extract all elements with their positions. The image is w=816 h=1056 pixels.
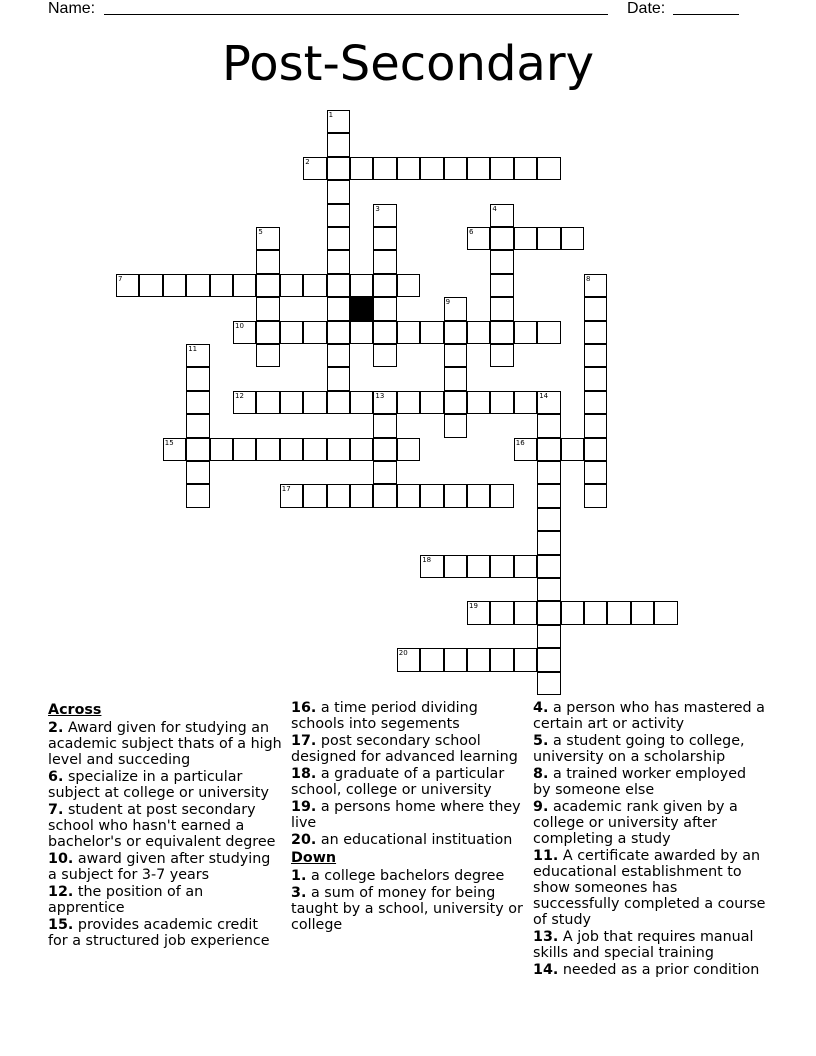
crossword-cell[interactable] — [490, 484, 513, 507]
crossword-cell[interactable] — [327, 204, 350, 227]
crossword-cell[interactable] — [584, 297, 607, 320]
clue-item-text: a college bachelors degree — [310, 868, 505, 884]
clue-item-number: 14. — [533, 962, 559, 978]
clue-item — [533, 733, 767, 765]
crossword-cell[interactable] — [584, 414, 607, 437]
clue-item-number: 9. — [533, 799, 549, 815]
crossword-cell[interactable] — [420, 157, 443, 180]
crossword-cell[interactable] — [327, 484, 350, 507]
clue-item-text: a person who has mastered a certain art or activity — [533, 700, 765, 732]
crossword-cell[interactable] — [256, 321, 279, 344]
clue-item-text: a trained worker employed by someone else — [533, 766, 747, 798]
clue-item — [533, 799, 767, 847]
crossword-cell[interactable] — [537, 508, 560, 531]
clue-item-text: a student going to college, university on a scholarship — [533, 733, 745, 765]
clue-item-number: 15. — [48, 917, 74, 933]
crossword-cell[interactable] — [373, 414, 396, 437]
crossword-cell[interactable] — [537, 578, 560, 601]
crossword-cell[interactable] — [444, 321, 467, 344]
crossword-cell[interactable] — [327, 133, 350, 156]
crossword-cell[interactable] — [584, 367, 607, 390]
crossword-cell[interactable] — [537, 321, 560, 344]
clue-item — [291, 766, 525, 798]
crossword-cell[interactable] — [327, 227, 350, 250]
clue-item — [48, 851, 282, 883]
crossword-cell[interactable] — [256, 344, 279, 367]
clue-item — [291, 700, 525, 732]
crossword-cell[interactable] — [537, 157, 560, 180]
crossword-cell[interactable] — [537, 227, 560, 250]
crossword-cell[interactable] — [373, 321, 396, 344]
crossword-cell[interactable] — [327, 180, 350, 203]
clue-item-text: academic rank given by a college or university after completing a study — [533, 799, 738, 847]
crossword-cell[interactable] — [537, 438, 560, 461]
crossword-cell[interactable] — [397, 274, 420, 297]
crossword-cell[interactable] — [397, 391, 420, 414]
clue-item — [291, 799, 525, 831]
crossword-cell[interactable] — [303, 391, 326, 414]
clue-number-20: 20 — [398, 649, 408, 658]
crossword-cell[interactable] — [256, 438, 279, 461]
crossword-cell[interactable] — [490, 321, 513, 344]
clue-number-17: 17 — [281, 485, 291, 494]
clue-item-number: 2. — [48, 720, 64, 736]
crossword-cell[interactable] — [490, 344, 513, 367]
crossword-cell[interactable] — [233, 274, 256, 297]
crossword-cell[interactable] — [256, 297, 279, 320]
clue-number-7: 7 — [118, 274, 123, 283]
crossword-cell[interactable] — [210, 274, 233, 297]
crossword-cell[interactable] — [303, 438, 326, 461]
crossword-cell[interactable] — [327, 321, 350, 344]
clue-number-2: 2 — [305, 157, 310, 166]
crossword-cell[interactable] — [584, 438, 607, 461]
crossword-cell[interactable] — [537, 555, 560, 578]
clue-item — [291, 868, 525, 884]
crossword-cell[interactable] — [607, 601, 630, 624]
crossword-cell[interactable] — [537, 531, 560, 554]
clue-item-number: 20. — [291, 832, 317, 848]
crossword-cell[interactable] — [210, 438, 233, 461]
crossword-cell[interactable] — [280, 321, 303, 344]
clue-number-8: 8 — [586, 274, 591, 283]
clue-item-number: 16. — [291, 700, 317, 716]
clue-item-number: 13. — [533, 929, 559, 945]
clue-item — [533, 700, 767, 732]
clue-number-18: 18 — [422, 555, 432, 564]
crossword-cell[interactable] — [397, 157, 420, 180]
crossword-cell[interactable] — [514, 321, 537, 344]
across-heading: Across — [48, 702, 102, 718]
crossword-cell[interactable] — [514, 648, 537, 671]
crossword-cell[interactable] — [444, 157, 467, 180]
crossword-cell[interactable] — [373, 484, 396, 507]
crossword-cell[interactable] — [444, 555, 467, 578]
crossword-cell[interactable] — [373, 157, 396, 180]
crossword-cell[interactable] — [514, 227, 537, 250]
crossword-cell[interactable] — [327, 438, 350, 461]
crossword-cell[interactable] — [350, 484, 373, 507]
crossword-cell[interactable] — [467, 484, 490, 507]
clue-item — [48, 769, 282, 801]
crossword-cell[interactable] — [490, 648, 513, 671]
crossword-cell[interactable] — [373, 274, 396, 297]
clue-item-text: provides academic credit for a structured job experience — [48, 917, 270, 949]
crossword-cell[interactable] — [163, 274, 186, 297]
crossword-black-cell — [350, 297, 373, 320]
crossword-cell[interactable] — [186, 438, 209, 461]
clue-item-number: 8. — [533, 766, 549, 782]
crossword-cell[interactable] — [584, 484, 607, 507]
clue-number-9: 9 — [445, 298, 451, 307]
clue-number-10: 10 — [235, 321, 244, 330]
crossword-cell[interactable] — [444, 391, 467, 414]
crossword-cell[interactable] — [490, 555, 513, 578]
clue-number-19: 19 — [469, 602, 478, 611]
crossword-cell[interactable] — [327, 250, 350, 273]
clue-number-15: 15 — [164, 438, 174, 447]
crossword-cell[interactable] — [256, 250, 279, 273]
crossword-cell[interactable] — [631, 601, 654, 624]
clue-item-number: 19. — [291, 799, 317, 815]
crossword-cell[interactable] — [537, 484, 560, 507]
crossword-cell[interactable] — [397, 484, 420, 507]
crossword-cell[interactable] — [373, 250, 396, 273]
clue-item-text: A certificate awarded by an educational establishment to show someones has successfully completed a course of study — [533, 848, 766, 928]
crossword-cell[interactable] — [584, 344, 607, 367]
crossword-cell[interactable] — [467, 555, 490, 578]
crossword-cell[interactable] — [186, 274, 209, 297]
clue-item-number: 11. — [533, 848, 559, 864]
down-heading: Down — [291, 850, 337, 866]
crossword-cell[interactable] — [420, 648, 443, 671]
crossword-cell[interactable] — [397, 438, 420, 461]
clue-item-number: 3. — [291, 885, 307, 901]
clue-number-14: 14 — [539, 391, 549, 400]
crossword-cell[interactable] — [350, 321, 373, 344]
clue-item-text: award given after studying a subject for 3-7 years — [48, 851, 271, 883]
clue-number-6: 6 — [469, 228, 474, 236]
crossword-cell[interactable] — [327, 157, 350, 180]
crossword-cell[interactable] — [256, 391, 279, 414]
clue-number-4: 4 — [492, 204, 497, 213]
crossword-cell[interactable] — [444, 484, 467, 507]
crossword-cell[interactable] — [303, 484, 326, 507]
crossword-cell[interactable] — [327, 274, 350, 297]
crossword-cell[interactable] — [490, 227, 513, 250]
clue-item-text: the position of an apprentice — [48, 884, 204, 916]
clue-item-number: 5. — [533, 733, 549, 749]
clue-item — [48, 917, 282, 949]
crossword-cell[interactable] — [654, 601, 677, 624]
crossword-cell[interactable] — [444, 367, 467, 390]
clue-item-text: an educational instituation — [320, 832, 513, 848]
clue-item-text: a sum of money for being taught by a school, university or college — [291, 885, 523, 933]
crossword-cell[interactable] — [490, 274, 513, 297]
crossword-cell[interactable] — [280, 438, 303, 461]
clue-item — [48, 884, 282, 916]
clue-number-16: 16 — [515, 438, 525, 447]
crossword-cell[interactable] — [467, 648, 490, 671]
crossword-cell[interactable] — [467, 321, 490, 344]
crossword-cell[interactable] — [186, 414, 209, 437]
clue-item-text: a persons home where they live — [291, 799, 521, 831]
crossword-cell[interactable] — [444, 344, 467, 367]
clue-item — [533, 929, 767, 961]
crossword-cell[interactable] — [490, 157, 513, 180]
crossword-cell[interactable] — [514, 601, 537, 624]
clue-item-text: post secondary school designed for advanced learning — [291, 733, 518, 765]
crossword-cell[interactable] — [467, 391, 490, 414]
clue-item-number: 10. — [48, 851, 74, 867]
crossword-cell[interactable] — [350, 391, 373, 414]
crossword-cell[interactable] — [537, 672, 560, 695]
crossword-cell[interactable] — [537, 601, 560, 624]
name-label: Name: — [48, 0, 96, 17]
crossword-cell[interactable] — [327, 391, 350, 414]
crossword-cell[interactable] — [186, 461, 209, 484]
clue-item — [291, 885, 525, 933]
crossword-cell[interactable] — [561, 438, 584, 461]
clue-item — [533, 848, 767, 928]
crossword-cell[interactable] — [490, 391, 513, 414]
clue-item — [48, 802, 282, 850]
clue-item-number: 1. — [291, 868, 307, 884]
crossword-cell[interactable] — [467, 157, 490, 180]
clue-item — [533, 962, 767, 978]
clue-item-text: student at post secondary school who hasn't earned a bachelor's or equivalent degree — [48, 802, 276, 850]
crossword-cell[interactable] — [280, 391, 303, 414]
clue-item — [48, 720, 282, 768]
crossword-cell[interactable] — [420, 321, 443, 344]
crossword-cell[interactable] — [350, 274, 373, 297]
clue-number-11: 11 — [188, 345, 198, 353]
clue-item-text: Award given for studying an academic subject thats of a high level and succeding — [48, 720, 282, 768]
crossword-cell[interactable] — [373, 438, 396, 461]
crossword-cell[interactable] — [256, 274, 279, 297]
clue-item-number: 4. — [533, 700, 549, 716]
crossword-cell[interactable] — [327, 367, 350, 390]
crossword-cell[interactable] — [561, 601, 584, 624]
crossword-cell[interactable] — [350, 157, 373, 180]
clue-number-3: 3 — [375, 204, 380, 213]
crossword-cell[interactable] — [186, 484, 209, 507]
clue-item-text: specialize in a particular subject at college or university — [48, 769, 269, 801]
crossword-cell[interactable] — [584, 461, 607, 484]
clue-item-text: a time period dividing schools into segements — [291, 700, 478, 732]
clue-item-number: 6. — [48, 769, 64, 785]
crossword-cell[interactable] — [327, 344, 350, 367]
crossword-cell[interactable] — [444, 414, 467, 437]
crossword-cell[interactable] — [233, 438, 256, 461]
clue-item — [291, 832, 525, 848]
clue-item — [533, 766, 767, 798]
crossword-cell[interactable] — [514, 157, 537, 180]
crossword-cell[interactable] — [303, 274, 326, 297]
crossword-cell[interactable] — [139, 274, 162, 297]
clue-number-12: 12 — [235, 391, 244, 400]
crossword-cell[interactable] — [420, 391, 443, 414]
clue-number-1: 1 — [328, 111, 334, 119]
clue-item-text: needed as a prior condition — [562, 962, 760, 978]
crossword-cell[interactable] — [537, 461, 560, 484]
clues-column-3 — [533, 700, 767, 979]
crossword-cell[interactable] — [537, 648, 560, 671]
crossword-cell[interactable] — [584, 321, 607, 344]
page-title: Post-Secondary — [222, 36, 594, 92]
clue-item-number: 17. — [291, 733, 317, 749]
clue-item-text: a graduate of a particular school, college or university — [291, 766, 505, 798]
date-label: Date: — [627, 0, 666, 17]
crossword-cell[interactable] — [373, 227, 396, 250]
crossword-cell[interactable] — [327, 297, 350, 320]
clue-number-13: 13 — [375, 391, 385, 400]
crossword-cell[interactable] — [397, 321, 420, 344]
crossword-cell[interactable] — [514, 555, 537, 578]
clue-item-number: 18. — [291, 766, 317, 782]
clue-item-text: A job that requires manual skills and special training — [533, 929, 754, 961]
clue-number-5: 5 — [258, 228, 263, 236]
clue-item-number: 12. — [48, 884, 74, 900]
crossword-cell[interactable] — [514, 391, 537, 414]
crossword-cell[interactable] — [186, 391, 209, 414]
crossword-cell[interactable] — [490, 250, 513, 273]
crossword-cell[interactable] — [280, 274, 303, 297]
crossword-cell[interactable] — [373, 461, 396, 484]
clue-item — [291, 733, 525, 765]
clue-item-number: 7. — [48, 802, 64, 818]
crossword-cell[interactable] — [584, 391, 607, 414]
crossword-cell[interactable] — [303, 321, 326, 344]
crossword-cell[interactable] — [444, 648, 467, 671]
crossword-cell[interactable] — [186, 367, 209, 390]
clues-column-1 — [48, 700, 282, 950]
crossword-cell[interactable] — [561, 227, 584, 250]
crossword-cell[interactable] — [420, 484, 443, 507]
crossword-cell[interactable] — [537, 414, 560, 437]
crossword-cell[interactable] — [584, 601, 607, 624]
clues-column-2 — [291, 700, 525, 934]
crossword-cell[interactable] — [350, 438, 373, 461]
crossword-cell[interactable] — [373, 297, 396, 320]
crossword-cell[interactable] — [537, 625, 560, 648]
crossword-cell[interactable] — [490, 297, 513, 320]
crossword-cell[interactable] — [373, 344, 396, 367]
crossword-cell[interactable] — [490, 601, 513, 624]
